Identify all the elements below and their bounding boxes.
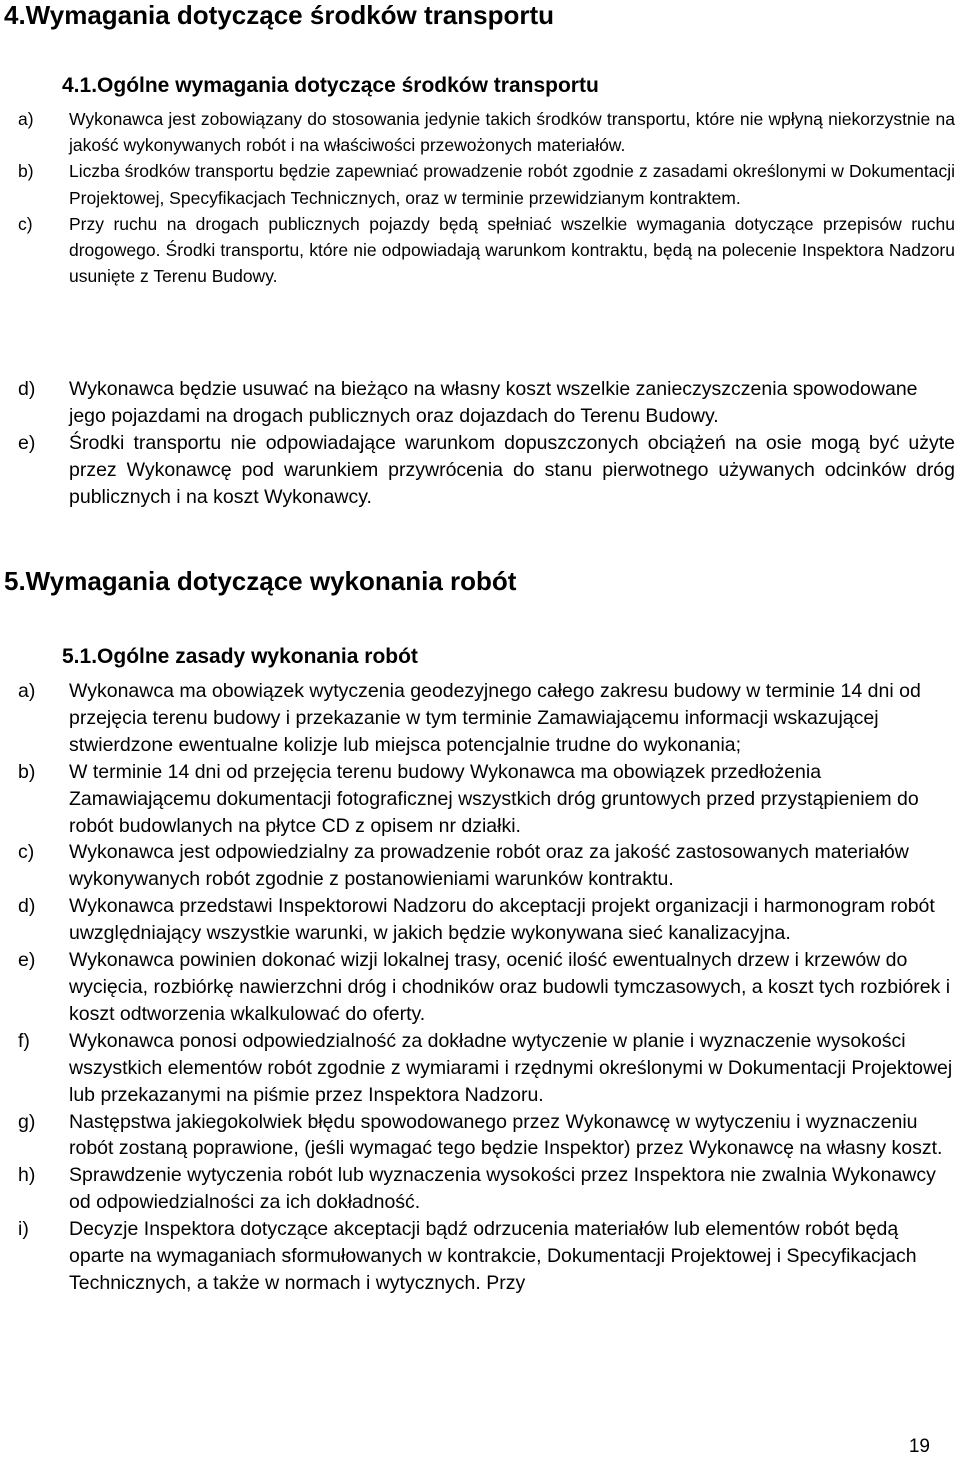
list-marker: a) bbox=[18, 109, 34, 129]
list-marker: e) bbox=[18, 432, 36, 454]
list-item-c bbox=[18, 211, 955, 290]
subsection-heading-5-1: 5.1.Ogólne zasady wykonania robót bbox=[62, 645, 418, 668]
list-marker: b) bbox=[18, 161, 34, 182]
list-marker: e) bbox=[18, 949, 36, 972]
list-item-text: Liczba środków transportu będzie zapewniać prowadzenie robót zgodnie z zasadami określonymi w Dokumentacji Projektowej, Specyfikacjach Technicznych, oraz w terminie przewidzianym kontraktem. bbox=[69, 161, 955, 208]
list-item-text: Decyzje Inspektora dotyczące akceptacji bądź odrzucenia materiałów lub elementów robót będą oparte na wymaganiach sformułowanych w kontrakcie, Dokumentacji Projektowej i Specyfikacjach Technicznych, a także w normach i wytycznych. Przy bbox=[69, 1218, 917, 1294]
list-item-d bbox=[18, 893, 958, 947]
list-item-text: Środki transportu nie odpowiadające warunkom dopuszczonych obciążeń na osie mogą być użyte przez Wykonawcę pod warunkiem przywrócenia do stanu pierwotnego używanych odcinków dróg publicznych i na koszt Wykonawcy. bbox=[69, 432, 955, 508]
section-heading-4: 4.Wymagania dotyczące środków transportu bbox=[4, 0, 554, 30]
list-item-text: Wykonawca ponosi odpowiedzialność za dokładne wytyczenie w planie i wyznaczenie wysokości wszystkich elementów robót zgodnie z wymiarami i rzędnymi określonymi w Dokumentacji Projektowej lub przekazanymi na piśmie przez Inspektora Nadzoru. bbox=[69, 1029, 953, 1106]
list-item-text: Następstwa jakiegokolwiek błędu spowodowanego przez Wykonawcę w wytyczeniu i wyznaczeniu robót zostaną poprawione, (jeśli wymagać tego będzie Inspektor) przez Wykonawcę na własny koszt. bbox=[69, 1110, 943, 1160]
list-item-a bbox=[18, 106, 955, 158]
list-item-d bbox=[18, 376, 955, 430]
list-item-text: Wykonawca przedstawi Inspektorowi Nadzoru do akceptacji projekt organizacji i harmonogram robót uwzględniający wszystkie warunki, w jakich będzie wykonywana sieć kanalizacyjna. bbox=[69, 895, 935, 945]
list-item-text: Wykonawca powinien dokonać wizji lokalnej trasy, ocenić ilość ewentualnych drzew i krzewów do wycięcia, rozbiórkę nawierzchni dróg i chodników oraz budowli tymczasowych, a koszt tych rozbiórek i koszt odtworzenia wkalkulować do oferty. bbox=[69, 949, 951, 1025]
list-marker: c) bbox=[18, 841, 35, 864]
list-item-text: Sprawdzenie wytyczenia robót lub wyznaczenia wysokości przez Inspektora nie zwalnia Wykonawcy od odpowiedzialności za ich dokładność. bbox=[69, 1164, 936, 1214]
transport-requirements-list bbox=[18, 106, 955, 289]
list-item-text: Wykonawca jest odpowiedzialny za prowadzenie robót oraz za jakość zastosowanych materiałów wykonywanych robót zgodnie z postanowieniami warunków kontraktu. bbox=[69, 841, 909, 891]
list-item-b bbox=[18, 158, 955, 210]
list-item-text: Wykonawca jest zobowiązany do stosowania jedynie takich środków transportu, które nie wpłyną niekorzystnie na jakość wykonywanych robót i na właściwości przewożonych materiałów. bbox=[69, 109, 955, 156]
works-principles-list bbox=[18, 678, 958, 1297]
list-item-text: W terminie 14 dni od przejęcia terenu budowy Wykonawca ma obowiązek przedłożenia Zamawiającemu dokumentacji fotograficznej wszystkich dróg gruntowych przed przystąpieniem do robót budowlanych na płytce CD z opisem nr działki. bbox=[69, 760, 919, 837]
list-item-e bbox=[18, 947, 958, 1028]
list-item-text: Wykonawca będzie usuwać na bieżąco na własny koszt wszelkie zanieczyszczenia spowodowane jego pojazdami na drogach publicznych oraz dojazdach do Terenu Budowy. bbox=[69, 378, 918, 427]
section-heading-5: 5.Wymagania dotyczące wykonania robót bbox=[4, 566, 517, 596]
list-item-i bbox=[18, 1216, 958, 1297]
list-marker: d) bbox=[18, 895, 36, 918]
list-item-f bbox=[18, 1028, 958, 1109]
list-item-a bbox=[18, 678, 958, 759]
subsection-heading-4-1: 4.1.Ogólne wymagania dotyczące środków transportu bbox=[62, 74, 599, 97]
list-item-text: Przy ruchu na drogach publicznych pojazdy będą spełniać wszelkie wymagania dotyczące przepisów ruchu drogowego. Środki transportu, które nie odpowiadają warunkom kontraktu, będą na polecenie Inspektora Nadzoru usunięte z Terenu Budowy. bbox=[69, 213, 955, 287]
list-marker: a) bbox=[18, 680, 36, 702]
list-item-text: Wykonawca ma obowiązek wytyczenia geodezyjnego całego zakresu budowy w terminie 14 dni od przejęcia terenu budowy i przekazanie w tym terminie Zamawiającemu informacji wskazującej stwierdzone ewentualne kolizje lub miejsca potencjalnie trudne do wykonania; bbox=[69, 680, 921, 756]
list-item-c bbox=[18, 839, 958, 893]
list-marker: c) bbox=[18, 213, 33, 234]
list-item-e bbox=[18, 430, 955, 511]
list-item-b bbox=[18, 759, 958, 840]
list-marker: i) bbox=[18, 1218, 29, 1241]
list-marker: h) bbox=[18, 1164, 36, 1187]
page-number: 19 bbox=[908, 1436, 930, 1457]
transport-requirements-list-continued bbox=[18, 376, 955, 511]
list-marker: d) bbox=[18, 378, 36, 400]
list-marker: b) bbox=[18, 760, 36, 783]
list-marker: g) bbox=[18, 1110, 36, 1133]
list-marker: f) bbox=[18, 1029, 30, 1052]
list-item-h bbox=[18, 1162, 958, 1216]
list-item-g bbox=[18, 1109, 958, 1163]
